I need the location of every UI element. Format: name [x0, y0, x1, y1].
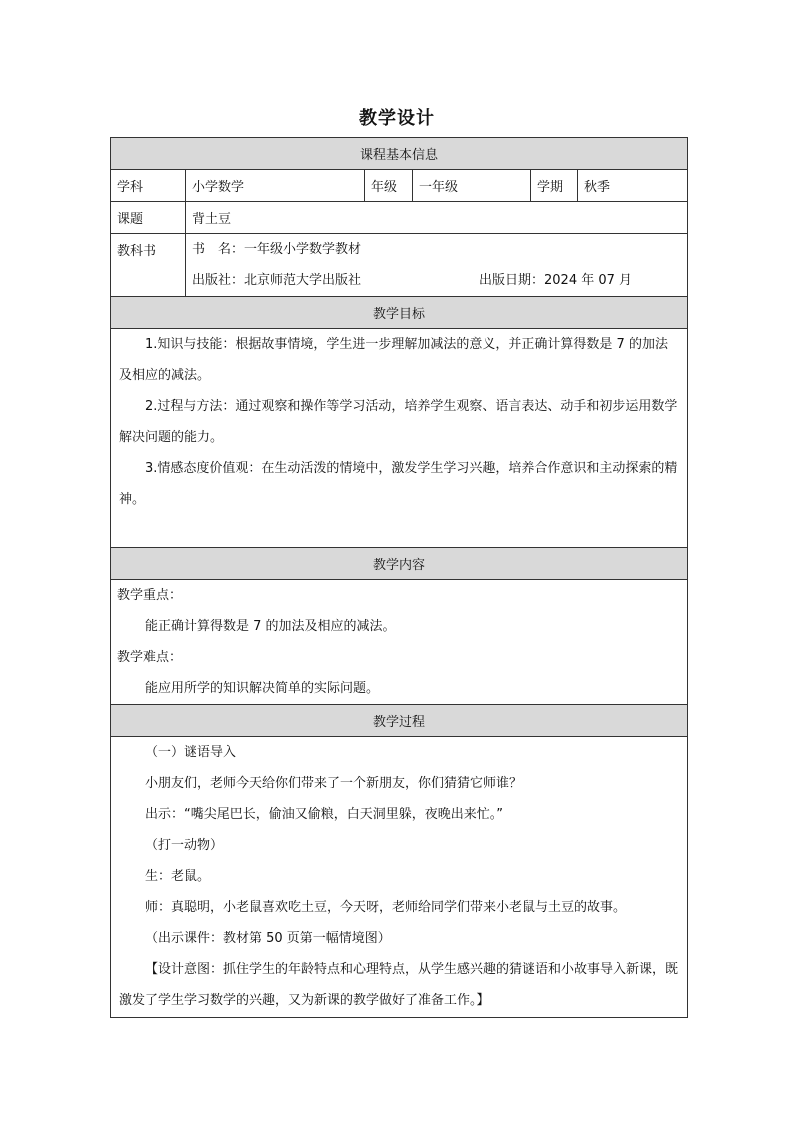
book-name: 书 名：一年级小学数学教材 — [192, 242, 362, 257]
process-line-2: 小朋友们，老师今天给你们带来了一个新朋友，你们猜猜它师谁？ — [145, 776, 523, 791]
process-line-4: （打一动物） — [145, 838, 224, 853]
objective-1: 1.知识与技能：根据故事情境，学生进一步理解加减法的意义，并正确计算得数是 7 的加法及相应的减法。 — [119, 337, 668, 383]
process-line-3: 出示：“嘴尖尾巴长，偷油又偷粮，白天洞里躲，夜晚出来忙。” — [145, 807, 503, 822]
document-title: 教学设计 — [359, 108, 435, 129]
subject-value: 小学数学 — [186, 170, 365, 202]
content-body — [111, 580, 688, 705]
process-line-6: 师：真聪明，小老鼠喜欢吃土豆，今天呀，老师给同学们带来小老鼠与土豆的故事。 — [145, 900, 627, 915]
objective-3: 3.情感态度价值观：在生动活泼的情境中，激发学生学习兴趣，培养合作意识和主动探索的精神。 — [119, 461, 678, 507]
difficulty-label: 教学难点： — [117, 650, 183, 665]
textbook-details — [186, 234, 688, 297]
publisher-row — [192, 265, 681, 296]
term-value: 秋季 — [578, 170, 688, 202]
process-body — [111, 737, 688, 1018]
objectives-header: 教学目标 — [111, 297, 688, 329]
topic-label: 课题 — [111, 202, 186, 234]
basic-info-header: 课程基本信息 — [111, 138, 688, 170]
design-intent: 【设计意图：抓住学生的年龄特点和心理特点，从学生感兴趣的猜谜语和小故事导入新课，既激发了学生学习数学的兴趣，又为新课的教学做好了准备工作。】 — [119, 962, 679, 1008]
content-header: 教学内容 — [111, 548, 688, 580]
key-point-text: 能正确计算得数是 7 的加法及相应的减法。 — [145, 619, 396, 634]
process-line-7: （出示课件：教材第 50 页第一幅情境图） — [145, 931, 391, 946]
grade-value: 一年级 — [413, 170, 531, 202]
process-header: 教学过程 — [111, 705, 688, 737]
lesson-plan-table — [110, 137, 688, 1018]
topic-value: 背土豆 — [186, 202, 688, 234]
process-line-1: （一）谜语导入 — [145, 745, 237, 760]
process-line-5: 生：老鼠。 — [145, 869, 211, 884]
difficulty-text: 能应用所学的知识解决简单的实际问题。 — [145, 681, 380, 696]
objective-2: 2.过程与方法：通过观察和操作等学习活动，培养学生观察、语言表达、动手和初步运用数学解决问题的能力。 — [119, 399, 678, 445]
term-label: 学期 — [531, 170, 578, 202]
textbook-label: 教科书 — [111, 234, 186, 297]
grade-label: 年级 — [365, 170, 413, 202]
publisher: 出版社：北京师范大学出版社 — [192, 273, 362, 288]
publish-date: 出版日期：2024 年 07 月 — [479, 273, 633, 288]
subject-label: 学科 — [111, 170, 186, 202]
key-point-label: 教学重点： — [117, 588, 183, 603]
objectives-body — [111, 329, 688, 548]
